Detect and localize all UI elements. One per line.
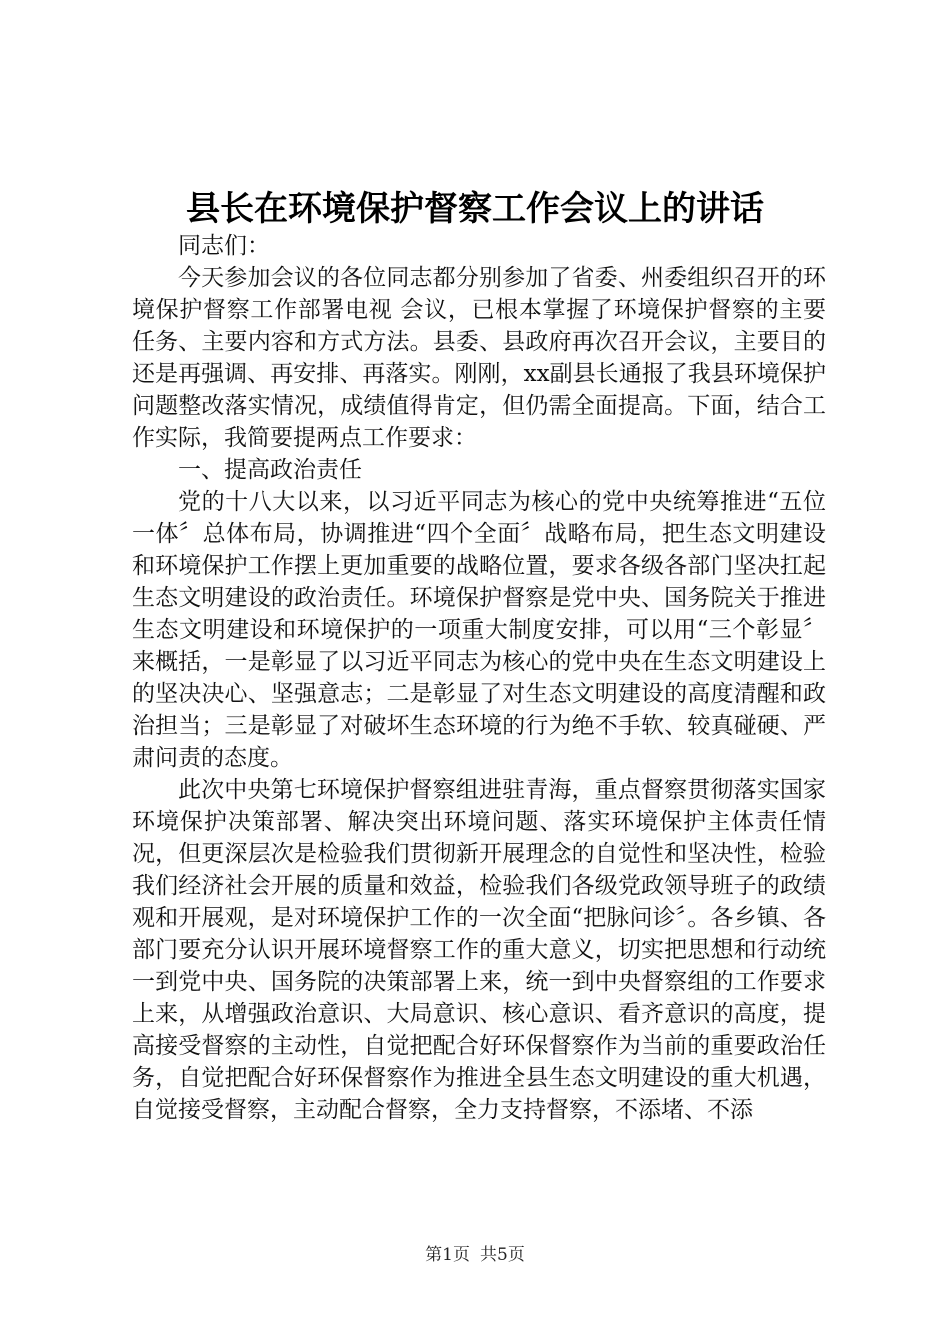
document-body: [132, 230, 826, 1126]
paragraph-intro: 今天参加会议的各位同志都分别参加了省委、州委组织召开的环境保护督察工作部署电视 会议，已根本掌握了环境保护督察的主要任务、主要内容和方式方法。县委、县政府再次召开会议，主要目的还是再强调、再安排、再落实。刚刚，xx副县长通报了我县环境保护问题整改落实情况，成绩值得肯定，但仍需全面提高。下面，结合工作实际，我简要提两点工作要求：: [132, 265, 826, 451]
page-footer: [0, 1243, 950, 1267]
page-total: 共5页: [480, 1245, 525, 1265]
document-title: 县长在环境保护督察工作会议上的讲话: [186, 189, 764, 229]
paragraph-inspection-group: 此次中央第七环境保护督察组进驻青海，重点督察贯彻落实国家环境保护决策部署、解决突出环境问题、落实环境保护主体责任情况，但更深层次是检验我们贯彻新开展理念的自觉性和坚决性，检验我们经济社会开展的质量和效益，检验我们各级党政领导班子的政绩观和开展观，是对环境保护工作的一次全面“把脉问诊〞。各乡镇、各部门要充分认识开展环境督察工作的重大意义，切实把思想和行动统一到党中央、国务院的决策部署上来，统一到中央督察组的工作要求上来，从增强政治意识、大局意识、核心意识、看齐意识的高度，提高接受督察的主动性，自觉把配合好环保督察作为当前的重要政治任务，自觉把配合好环保督察作为推进全县生态文明建设的重大机遇，自觉接受督察，主动配合督察，全力支持督察，不添堵、不添: [132, 777, 826, 1123]
page-number: 第1页: [425, 1245, 470, 1265]
section-heading-1: 一、提高政治责任: [178, 457, 362, 483]
paragraph-political-responsibility: 党的十八大以来，以习近平同志为核心的党中央统筹推进“五位一体〞总体布局，协调推进“四个全面〞战略布局，把生态文明建设和环境保护工作摆上更加重要的战略位置，要求各级各部门坚决扛起生态文明建设的政治责任。环境保护督察是党中央、国务院关于推进生态文明建设和环境保护的一项重大制度安排，可以用“三个彰显〞来概括，一是彰显了以习近平同志为核心的党中央在生态文明建设上的坚决决心、坚强意志；二是彰显了对生态文明建设的高度清醒和政治担当；三是彰显了对破坏生态环境的行为绝不手软、较真碰硬、严肃问责的态度。: [132, 489, 826, 771]
salutation: 同志们：: [178, 233, 270, 259]
